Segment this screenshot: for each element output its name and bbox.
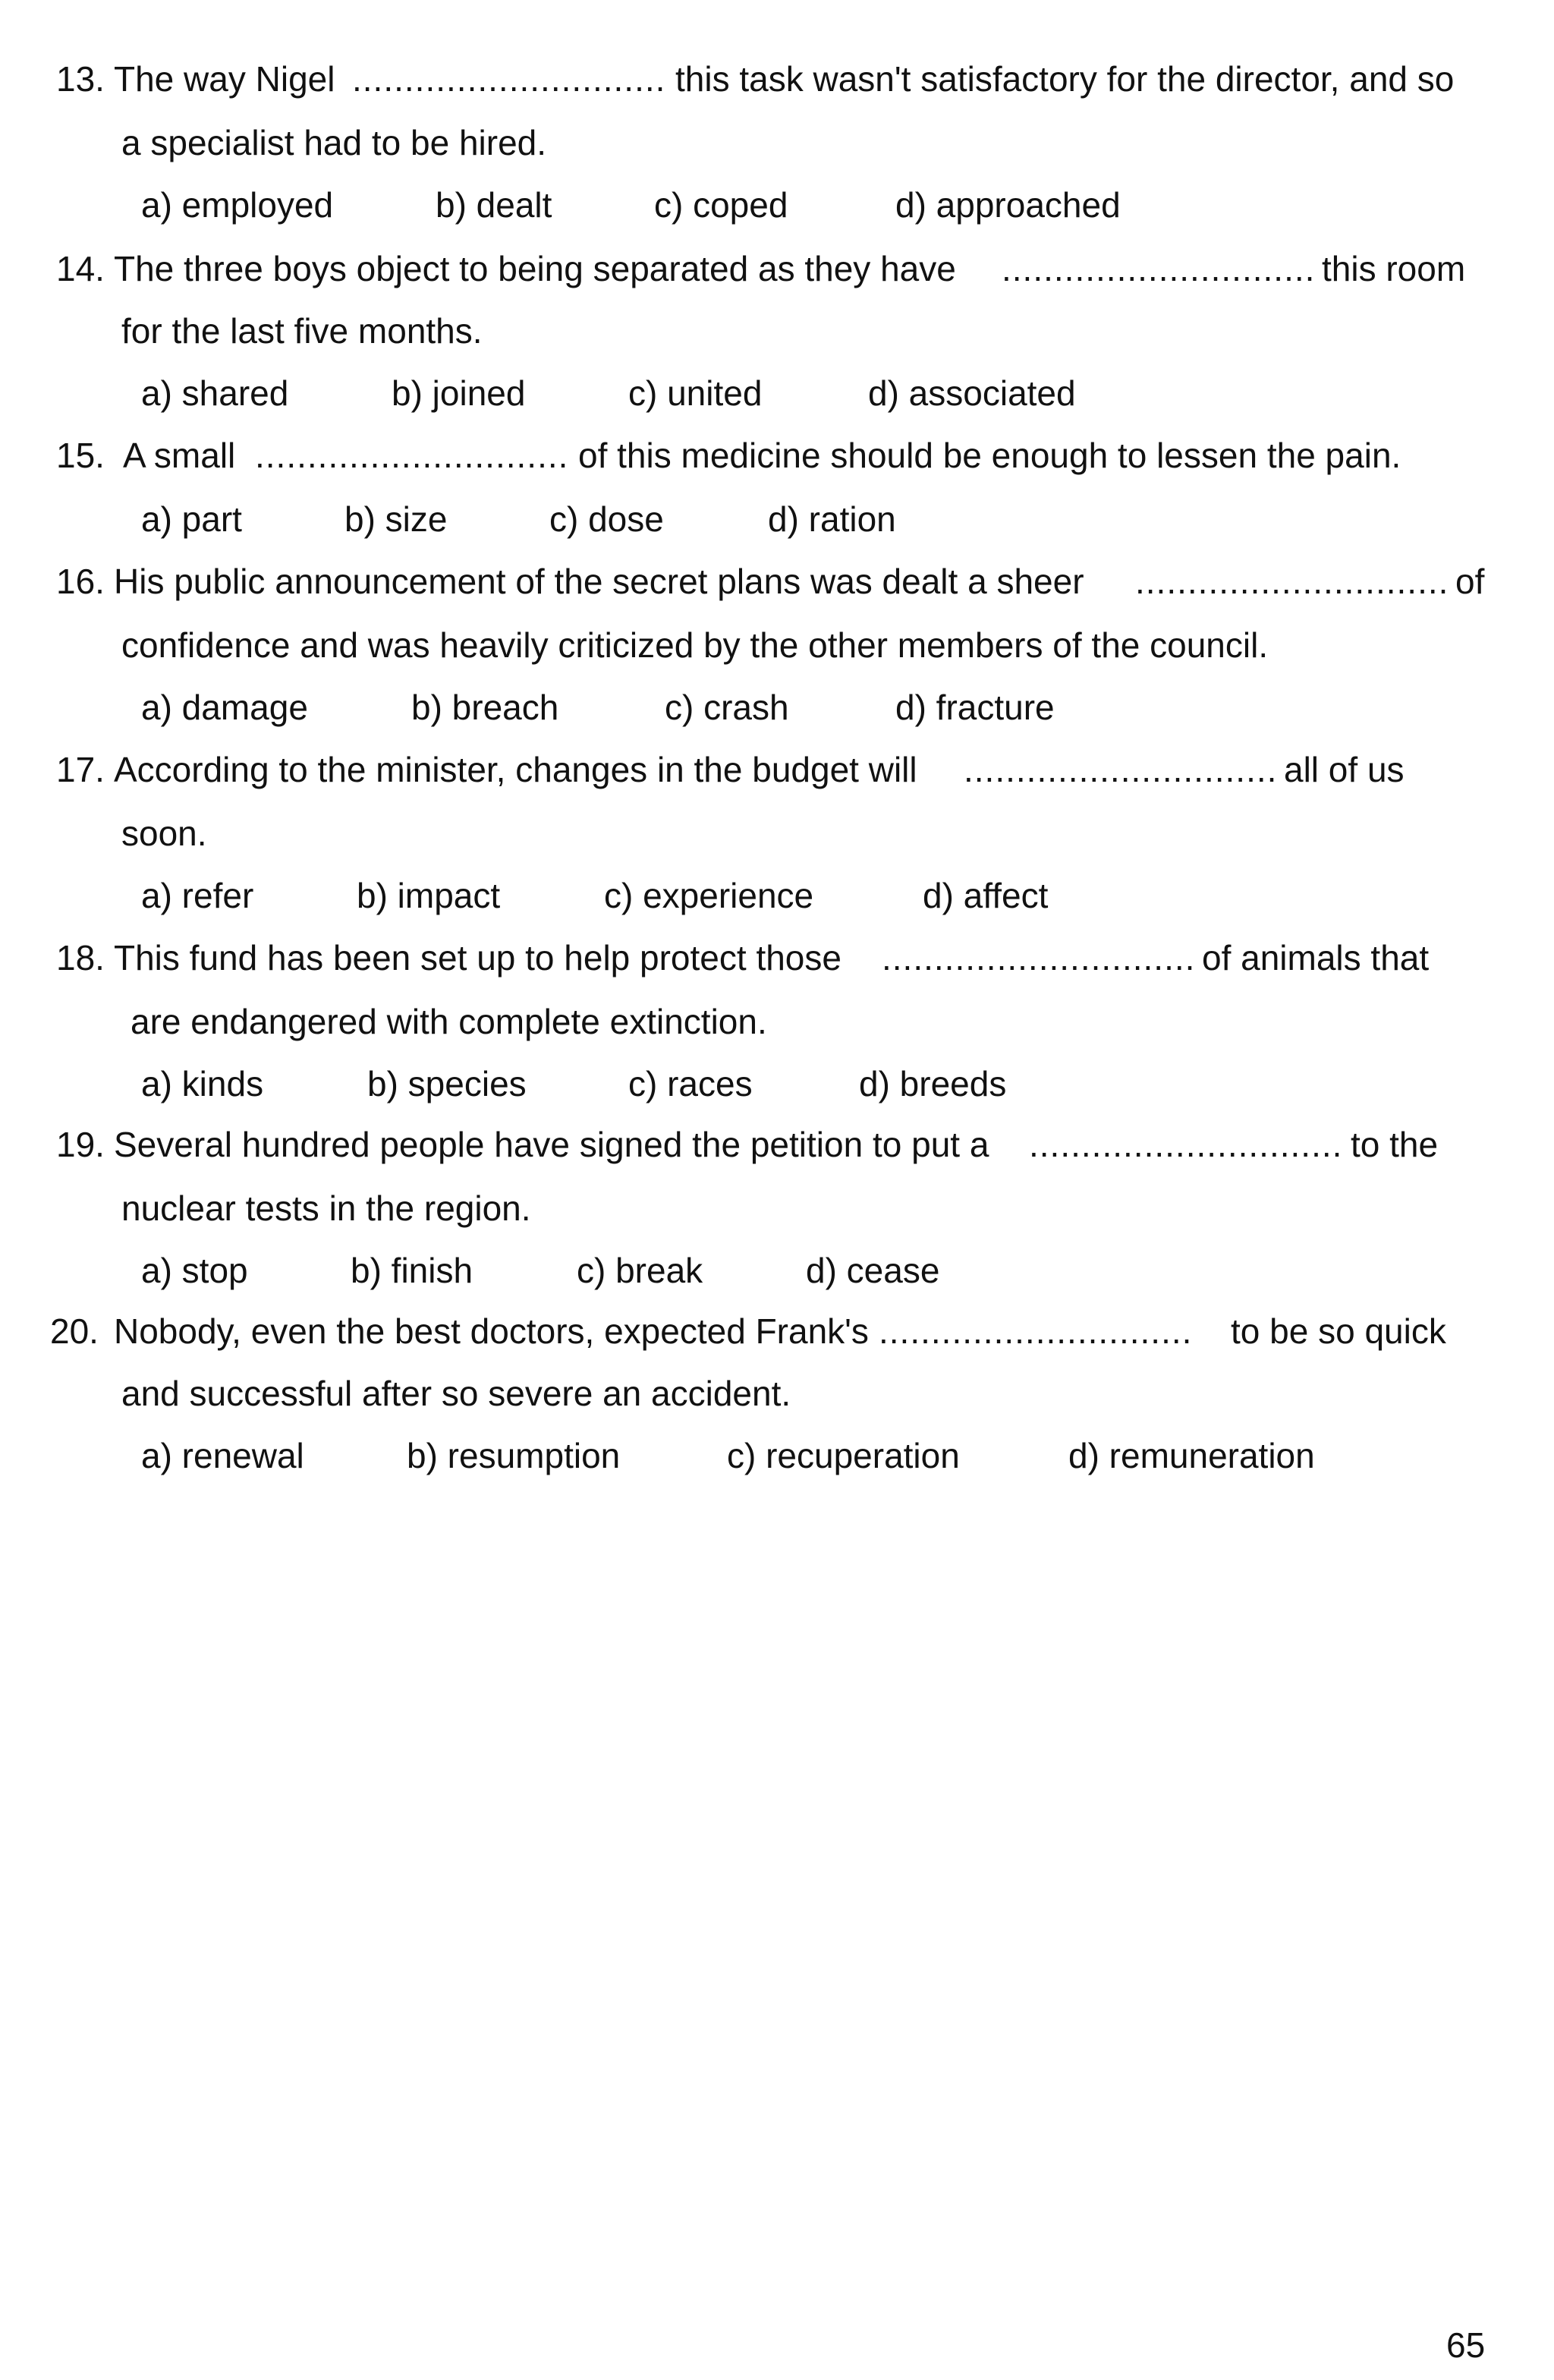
option-d: d) associated [868,373,1076,413]
question-text: of animals that [1202,938,1430,978]
question-text: this task wasn't satisfactory for the director, and so [675,59,1455,99]
option-a: a) stop [141,1251,248,1290]
option-a: a) kinds [141,1064,264,1103]
question-text: to the [1351,1125,1439,1164]
option-a: a) renewal [141,1436,304,1475]
option-c: c) break [577,1251,703,1290]
question-text: His public announcement of the secret plans was dealt a sheer [114,562,1084,601]
question-number: 17. [56,750,105,789]
question-17-options [0,874,1554,917]
question-text: of this medicine should be enough to lessen the pain. [578,436,1401,475]
option-c: c) crash [665,688,789,727]
question-16-stem [0,560,1554,603]
question-text: This fund has been set up to help protect those [114,938,841,978]
option-d: d) affect [923,876,1049,915]
answer-blank: .............................. [1135,562,1449,601]
question-text: Nobody, even the best doctors, expected Frank's [114,1311,869,1351]
option-d: d) breeds [859,1064,1007,1103]
option-c: c) united [628,373,763,413]
question-17-stem [0,748,1554,791]
answer-blank: .............................. [1002,249,1316,288]
question-continuation: a specialist had to be hired. [121,123,547,162]
option-b: b) finish [351,1251,473,1290]
question-continuation: confidence and was heavily criticized by the other members of the council. [121,625,1269,665]
question-13-options [0,184,1554,226]
option-b: b) resumption [407,1436,621,1475]
question-19-options [0,1249,1554,1292]
option-a: a) part [141,499,242,539]
question-text: According to the minister, changes in the budget will [114,750,917,789]
question-18-stem [0,937,1554,979]
question-continuation: for the last five months. [121,311,483,351]
answer-blank: .............................. [879,1311,1193,1351]
option-c: c) experience [604,876,814,915]
question-number: 13. [56,59,105,99]
question-text: The way Nigel [114,59,335,99]
option-d: d) fracture [895,688,1055,727]
option-c: c) coped [654,185,788,225]
option-a: a) damage [141,688,308,727]
question-continuation: soon. [121,814,207,853]
question-number: 16. [56,562,105,601]
answer-blank: .............................. [255,436,569,475]
answer-blank: .............................. [1029,1125,1343,1164]
answer-blank: .............................. [882,938,1196,978]
question-14-stem [0,247,1554,290]
option-b: b) joined [392,373,526,413]
question-text: this room [1322,249,1466,288]
question-20-stem [0,1310,1554,1352]
question-continuation: and successful after so severe an accident. [121,1374,791,1413]
option-b: b) species [367,1064,527,1103]
option-a: a) employed [141,185,334,225]
option-d: d) cease [806,1251,940,1290]
question-number: 15. [56,436,105,475]
option-b: b) dealt [436,185,552,225]
question-continuation: nuclear tests in the region. [121,1188,531,1228]
question-15-stem [0,434,1554,477]
question-15-options [0,498,1554,540]
option-d: d) ration [768,499,896,539]
question-text: all of us [1284,750,1405,789]
question-text: of [1455,562,1485,601]
answer-blank: .............................. [964,750,1278,789]
question-19-stem [0,1123,1554,1166]
question-text: A small [123,436,236,475]
option-c: c) dose [549,499,664,539]
option-b: b) breach [411,688,559,727]
option-a: a) shared [141,373,289,413]
question-20-options [0,1434,1554,1477]
option-c: c) recuperation [727,1436,960,1475]
option-d: d) remuneration [1068,1436,1315,1475]
question-text: to be so quick [1231,1311,1446,1351]
question-text: The three boys object to being separated as they have [114,249,956,288]
question-14-options [0,372,1554,414]
question-13-stem [0,58,1554,100]
question-18-options [0,1062,1554,1105]
option-b: b) impact [357,876,501,915]
question-16-options [0,686,1554,729]
option-d: d) approached [895,185,1121,225]
answer-blank: .............................. [352,59,666,99]
option-a: a) refer [141,876,254,915]
question-number: 20. [50,1311,99,1351]
question-text: Several hundred people have signed the petition to put a [114,1125,989,1164]
question-number: 19. [56,1125,105,1164]
page-number: 65 [1446,2325,1486,2365]
question-number: 18. [56,938,105,978]
option-c: c) races [628,1064,753,1103]
question-number: 14. [56,249,105,288]
question-continuation: are endangered with complete extinction. [131,1002,767,1041]
option-b: b) size [344,499,448,539]
